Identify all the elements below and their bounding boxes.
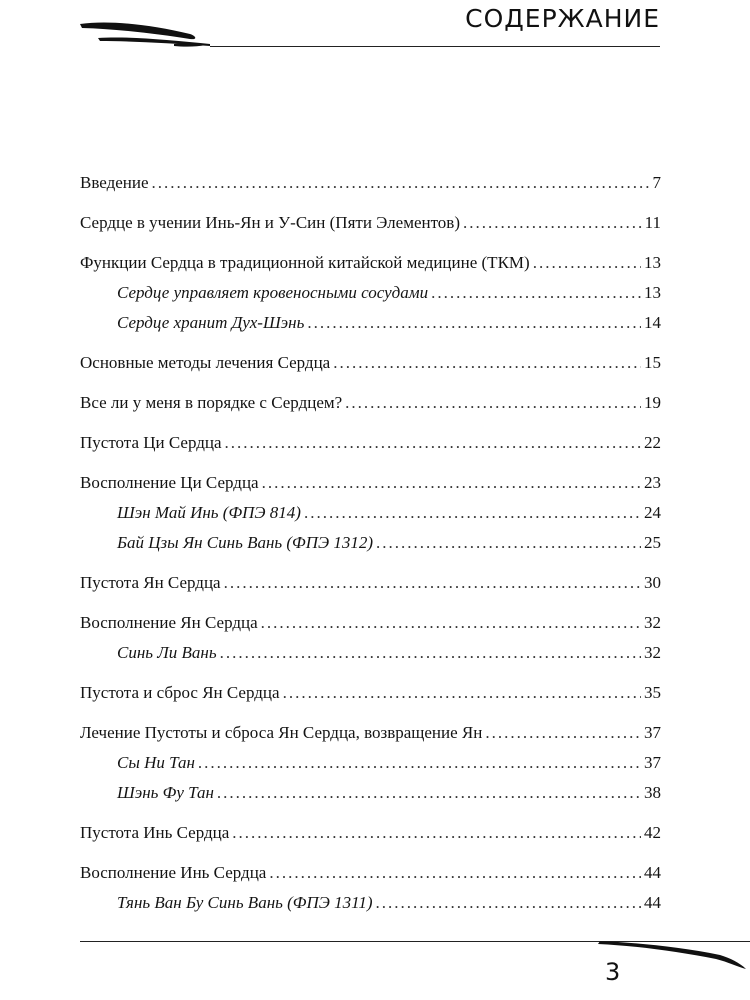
- toc-subentry[interactable]: [80, 498, 661, 528]
- toc-entry-page: 25: [644, 533, 661, 552]
- toc-entry-page: 19: [644, 393, 661, 412]
- toc-leader-dots: [220, 638, 641, 668]
- toc-leader-dots: [283, 678, 641, 708]
- toc-entry-title: Сердце в учении Инь-Ян и У-Син (Пяти Элементов): [80, 213, 460, 232]
- toc-entry[interactable]: [80, 568, 661, 598]
- toc-entry-title: Шэнь Фу Тан: [117, 783, 214, 802]
- toc-entry-title: Пустота Ян Сердца: [80, 573, 221, 592]
- toc-leader-dots: [269, 858, 641, 888]
- page-title: СОДЕРЖАНИЕ: [465, 4, 660, 33]
- toc-subentry[interactable]: [80, 778, 661, 808]
- toc-subentry[interactable]: [80, 308, 661, 338]
- toc-spacer: [80, 808, 661, 818]
- toc-entry-title: Пустота Инь Сердца: [80, 823, 230, 842]
- toc-entry-title: Сердце управляет кровеносными сосудами: [117, 283, 429, 302]
- toc-leader-dots: [345, 388, 641, 418]
- toc-entry[interactable]: [80, 428, 661, 458]
- toc-entry-title: Бай Цзы Ян Синь Вань (ФПЭ 1312): [117, 533, 374, 552]
- toc-spacer: [80, 668, 661, 678]
- toc-entry-title: Пустота и сброс Ян Сердца: [80, 683, 280, 702]
- toc-leader-dots: [333, 348, 641, 378]
- toc-leader-dots: [533, 248, 641, 278]
- table-of-contents: [80, 168, 661, 918]
- toc-entry-page: 11: [644, 213, 661, 232]
- toc-entry-title: Лечение Пустоты и сброса Ян Сердца, возвращение Ян: [80, 723, 483, 742]
- toc-leader-dots: [485, 718, 641, 748]
- toc-entry-page: 23: [644, 473, 661, 492]
- toc-entry-page: 15: [644, 353, 661, 372]
- toc-entry-page: 7: [652, 173, 661, 192]
- toc-entry[interactable]: [80, 818, 661, 848]
- toc-entry[interactable]: [80, 388, 661, 418]
- toc-subentry[interactable]: [80, 748, 661, 778]
- toc-entry-page: 35: [644, 683, 661, 702]
- toc-entry-title: Тянь Ван Бу Синь Вань (ФПЭ 1311): [117, 893, 373, 912]
- toc-entry[interactable]: [80, 248, 661, 278]
- toc-subentry[interactable]: [80, 528, 661, 558]
- toc-entry-title: Пустота Ци Сердца: [80, 433, 222, 452]
- toc-entry-page: 44: [644, 893, 661, 912]
- toc-entry-page: 13: [644, 283, 661, 302]
- toc-entry[interactable]: [80, 678, 661, 708]
- toc-spacer: [80, 708, 661, 718]
- toc-entry-title: Шэн Май Инь (ФПЭ 814): [117, 503, 301, 522]
- toc-entry-title: Основные методы лечения Сердца: [80, 353, 331, 372]
- toc-leader-dots: [261, 608, 641, 638]
- toc-leader-dots: [376, 888, 641, 918]
- toc-leader-dots: [217, 778, 641, 808]
- toc-entry-page: 32: [644, 643, 661, 662]
- toc-entry[interactable]: [80, 208, 661, 238]
- toc-leader-dots: [304, 498, 641, 528]
- toc-entry-page: 24: [644, 503, 661, 522]
- header-rule: [210, 46, 660, 47]
- toc-leader-dots: [225, 428, 641, 458]
- toc-entry-title: Восполнение Инь Сердца: [80, 863, 267, 882]
- toc-entry-page: 14: [644, 313, 661, 332]
- toc-spacer: [80, 338, 661, 348]
- toc-entry[interactable]: [80, 858, 661, 888]
- toc-spacer: [80, 418, 661, 428]
- toc-leader-dots: [198, 748, 641, 778]
- toc-entry-title: Восполнение Ян Сердца: [80, 613, 258, 632]
- toc-entry[interactable]: [80, 718, 661, 748]
- toc-entry-title: Введение: [80, 173, 149, 192]
- toc-spacer: [80, 458, 661, 468]
- toc-entry-title: Функции Сердца в традиционной китайской медицине (ТКМ): [80, 253, 530, 272]
- toc-entry-page: 32: [644, 613, 661, 632]
- toc-subentry[interactable]: [80, 638, 661, 668]
- toc-entry-page: 13: [644, 253, 661, 272]
- toc-leader-dots: [232, 818, 641, 848]
- toc-leader-dots: [307, 308, 641, 338]
- toc-spacer: [80, 378, 661, 388]
- page-number: 3: [605, 958, 621, 986]
- toc-spacer: [80, 238, 661, 248]
- header-brush-stroke: [78, 14, 218, 54]
- toc-entry-page: 38: [644, 783, 661, 802]
- toc-entry-page: 37: [644, 723, 661, 742]
- toc-entry[interactable]: [80, 468, 661, 498]
- toc-leader-dots: [431, 278, 641, 308]
- toc-entry-page: 22: [644, 433, 661, 452]
- toc-entry-title: Все ли у меня в порядке с Сердцем?: [80, 393, 343, 412]
- toc-entry-page: 44: [644, 863, 661, 882]
- toc-leader-dots: [376, 528, 641, 558]
- toc-entry-title: Восполнение Ци Сердца: [80, 473, 259, 492]
- toc-spacer: [80, 198, 661, 208]
- toc-subentry[interactable]: [80, 278, 661, 308]
- toc-leader-dots: [463, 208, 642, 238]
- footer-brush-stroke: [570, 937, 750, 977]
- toc-entry-page: 30: [644, 573, 661, 592]
- toc-entry-title: Сы Ни Тан: [117, 753, 195, 772]
- toc-subentry[interactable]: [80, 888, 661, 918]
- toc-spacer: [80, 558, 661, 568]
- toc-entry-title: Синь Ли Вань: [117, 643, 217, 662]
- toc-entry[interactable]: [80, 348, 661, 378]
- toc-entry-page: 42: [644, 823, 661, 842]
- toc-spacer: [80, 598, 661, 608]
- toc-leader-dots: [152, 168, 650, 198]
- toc-entry-title: Сердце хранит Дух-Шэнь: [117, 313, 305, 332]
- toc-entry[interactable]: [80, 608, 661, 638]
- toc-entry[interactable]: [80, 168, 661, 198]
- toc-entry-page: 37: [644, 753, 661, 772]
- toc-leader-dots: [262, 468, 641, 498]
- toc-spacer: [80, 848, 661, 858]
- toc-leader-dots: [224, 568, 641, 598]
